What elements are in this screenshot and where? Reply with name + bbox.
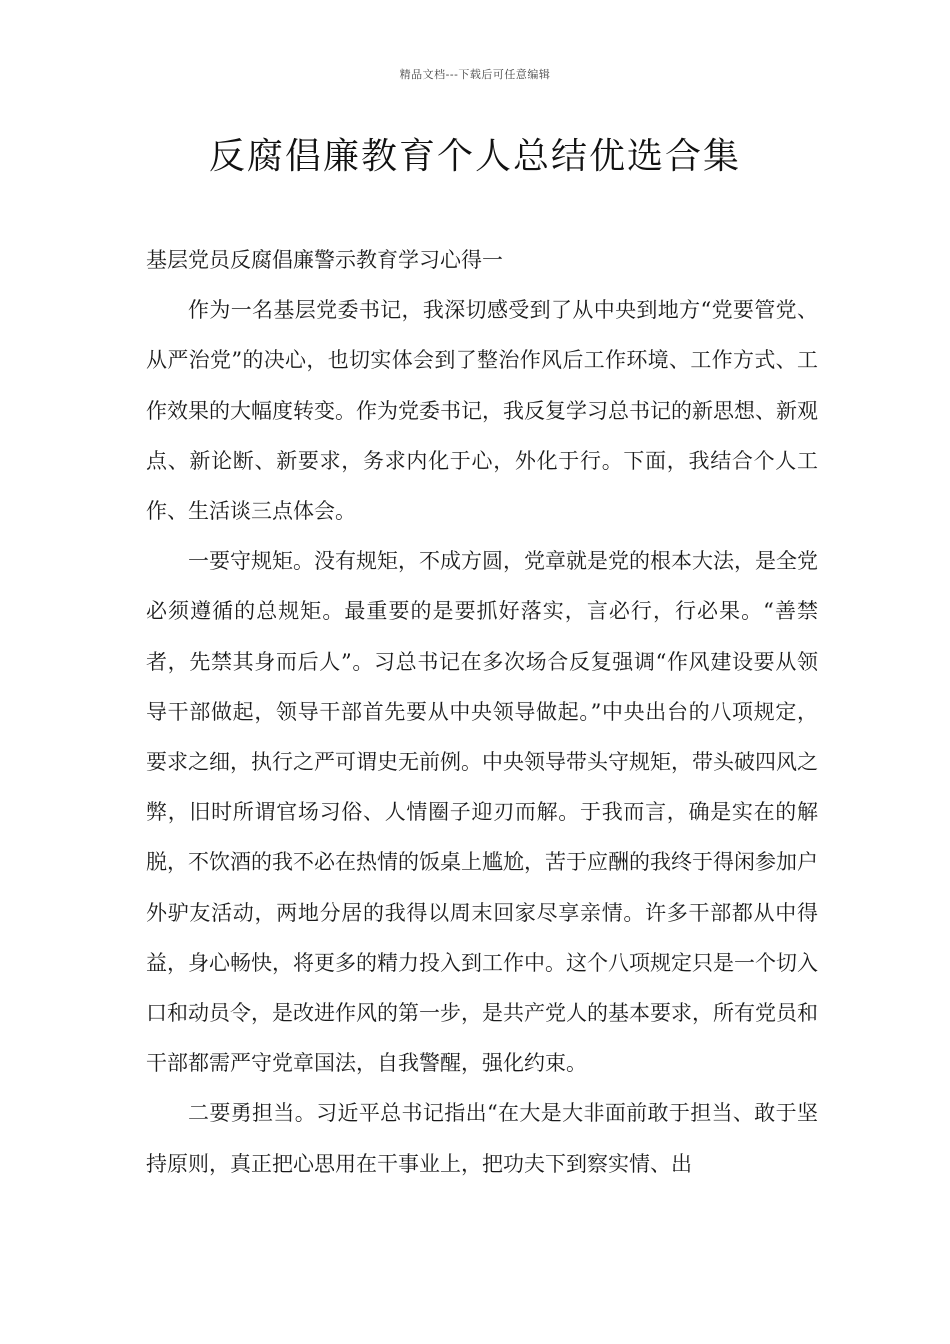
section-heading: 基层党员反腐倡廉警示教育学习心得一 — [146, 248, 503, 272]
paragraph-intro: 作为一名基层党委书记，我深切感受到了从中央到地方“党要管党、从严治党”的决心，也切实体会到了整治作风后工作环境、工作方式、工作效果的大幅度转变。作为党委书记，我反复学习总书记的新思想、新观点、新论断、新要求，务求内化于心，外化于行。下面，我结合个人工作、生活谈三点体会。 — [146, 298, 818, 524]
document-title: 反腐倡廉教育个人总结优选合集 — [208, 136, 741, 177]
paragraph-point-two: 二要勇担当。习近平总书记指出“在大是大非面前敢于担当、敢于坚持原则，真正把心思用在干事业上，把功夫下到察实情、出 — [146, 1101, 818, 1176]
paragraph-point-one: 一要守规矩。没有规矩，不成方圆，党章就是党的根本大法，是全党必须遵循的总规矩。最重要的是要抓好落实，言必行，行必果。“善禁者，先禁其身而后人”。习总书记在多次场合反复强调“作风建设要从领导干部做起，领导干部首先要从中央领导做起。”中央出台的八项规定，要求之细，执行之严可谓史无前例。中央领导带头守规矩，带头破四风之弊，旧时所谓官场习俗、人情圈子迎刃而解。于我而言，确是实在的解脱，不饮酒的我不必在热情的饭桌上尴尬，苦于应酬的我终于得闲参加户外驴友活动，两地分居的我得以周末回家尽享亲情。许多干部都从中得益，身心畅快，将更多的精力投入到工作中。这个八项规定只是一个切入口和动员令，是改进作风的第一步，是共产党人的基本要求，所有党员和干部都需严守党章国法，自我警醒，强化约束。 — [146, 549, 818, 1076]
header-note: 精品文档---下载后可任意编辑 — [399, 68, 551, 81]
document-body — [146, 235, 818, 1189]
